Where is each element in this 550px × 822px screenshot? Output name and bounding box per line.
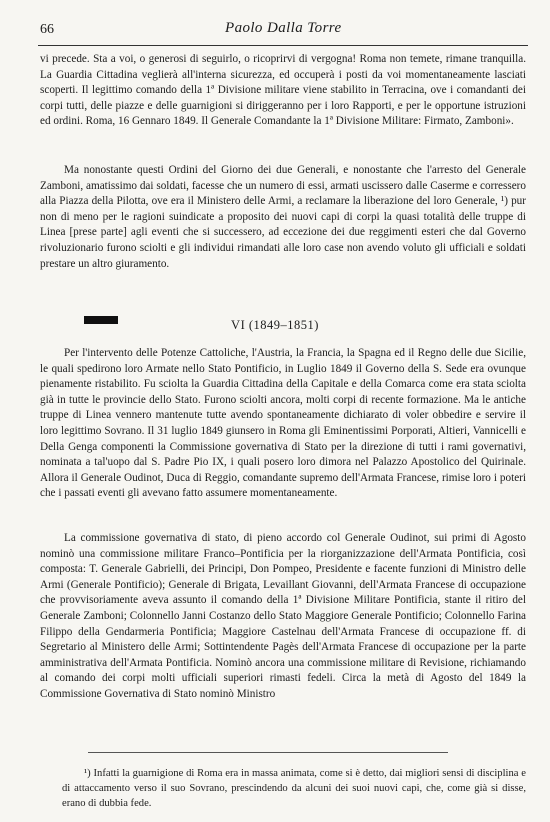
running-title: Paolo Dalla Torre <box>225 20 342 36</box>
paragraph-proclamation-end: vi precede. Sta a voi, o generosi di seguirlo, o ricoprirvi di vergogna! Roma non temete, rimane tranquilla. La Guardia Cittadina veglierà all'interna sicurezza, ed occuperà i posti da voi momentaneamente lasciati scoperti. Il legittimo comando della 1ª Divisione militare viene stabilito in Terracina, ove i comandanti dei corpi tutti, delle piazze e delle guarnigioni si diriggeranno per i loro Rapporti, e per le opportune istruzioni ed ordini. Roma, 16 Gennaro 1849. Il Generale Comandante la 1ª Divisione Militare: Firmato, Zamboni». <box>40 53 526 128</box>
footnote: ¹) Infatti la guarnigione di Roma era in massa animata, come si è detto, dai migliori sensi di disciplina e di attaccamento verso il suo Sovrano, prescindendo da alcuni dei suoi nuovi capi, che, come già si disse, erano di dubbia fede. <box>62 768 526 809</box>
footnote-rule <box>88 752 448 753</box>
paragraph-intervention: Per l'intervento delle Potenze Cattoliche, l'Austria, la Francia, la Spagna ed il Regno delle due Sicilie, le quali spedirono loro Armate nello Stato Pontificio, in Luglio 1849 il Governo della S. Sede era ovunque pienamente ristabilito. Fu sciolta la Guardia Cittadina della Capitale e della Comarca come era stata sciolta già in tutte le provincie dello Stato. Furono sciolti ancora, molti corpi di recente formazione. Ma le antiche truppe di Linea vennero mantenute tutte avendo spontaneamente dichiarato di voler obbedire e servire il loro legittimo Sovrano. Il 31 luglio 1849 giunsero in Roma gli Eminentissimi Porporati, Altieri, Vannicelli e Della Genga componenti la Commissione governativa di Stato per la direzione di tutti i rami governativi, nominata a tal'uopo dal S. Padre Pio IX, i quali posero loro dimora nel Palazzo Apostolico del Quirinale. Allora il Generale Oudinot, Duca di Reggio, comandante supremo dell'Armata Francese, rimise loro i poteri che i passati eventi gli avevano fatto assumere momentaneamente. <box>40 347 526 500</box>
section-heading: VI (1849–1851) <box>231 318 319 332</box>
paragraph-zamboni-arrest: Ma nonostante questi Ordini del Giorno dei due Generali, e nonostante che l'arresto del Generale Zamboni, amatissimo dai soldati, facesse che un numero di essi, armati uscissero dalle Caserme e corressero alla Piazza della Pilotta, ove era il Ministero delle Armi, a reclamare la liberazione del loro Generale, ¹) pur non di meno per le ragioni suindicate a proposito dei nuovi capi di corpi la quasi totalità delle truppe di Linea [prese parte] agli eventi che si successero, ad eccezione dei due reggimenti esteri che dal Governo rivoluzionario furono sciolti e gli individui rimandati alle loro case non avendo voluto gli ufficiali e soldati prestare un altro giuramento. <box>40 164 526 270</box>
page-number: 66 <box>40 22 54 37</box>
header-rule <box>38 45 528 46</box>
paragraph-commission: La commissione governativa di stato, di pieno accordo col Generale Oudinot, sui primi di Agosto nominò una commissione militare Franco–Pontificia per la riorganizzazione dell'Armata Pontificia, così composta: T. Generale Gabrielli, dei Principi, Don Pompeo, Presidente e facente funzioni di Ministro delle Armi (Generale Pontificio); Generale di Brigata, Levaillant Giovanni, dell'Armata Francese di occupazione che provvisoriamente aveva assunto il comando della 1ª Divisione Militare Pontificia, stante il ritiro del Generale Zamboni; Colonnello Janni Costanzo dello Stato Maggiore Generale Pontificio; Colonnello Farina Filippo della Gendarmeria Pontificia; Maggiore Castelnau dell'Armata Francese di occupazione ff. di Segretario al Ministero delle Armi; Sottintendente Pagès dell'Armata Francese di occupazione per la parte amministrativa dell'Armata Pontificia. Nominò ancora una commissione militare di Revisione, richiamando al comando dei corpi molti ufficiali superiori rimasti fedeli. Circa la metà di Agosto del 1849 la Commissione Governativa di Stato nominò Ministro <box>40 532 526 700</box>
